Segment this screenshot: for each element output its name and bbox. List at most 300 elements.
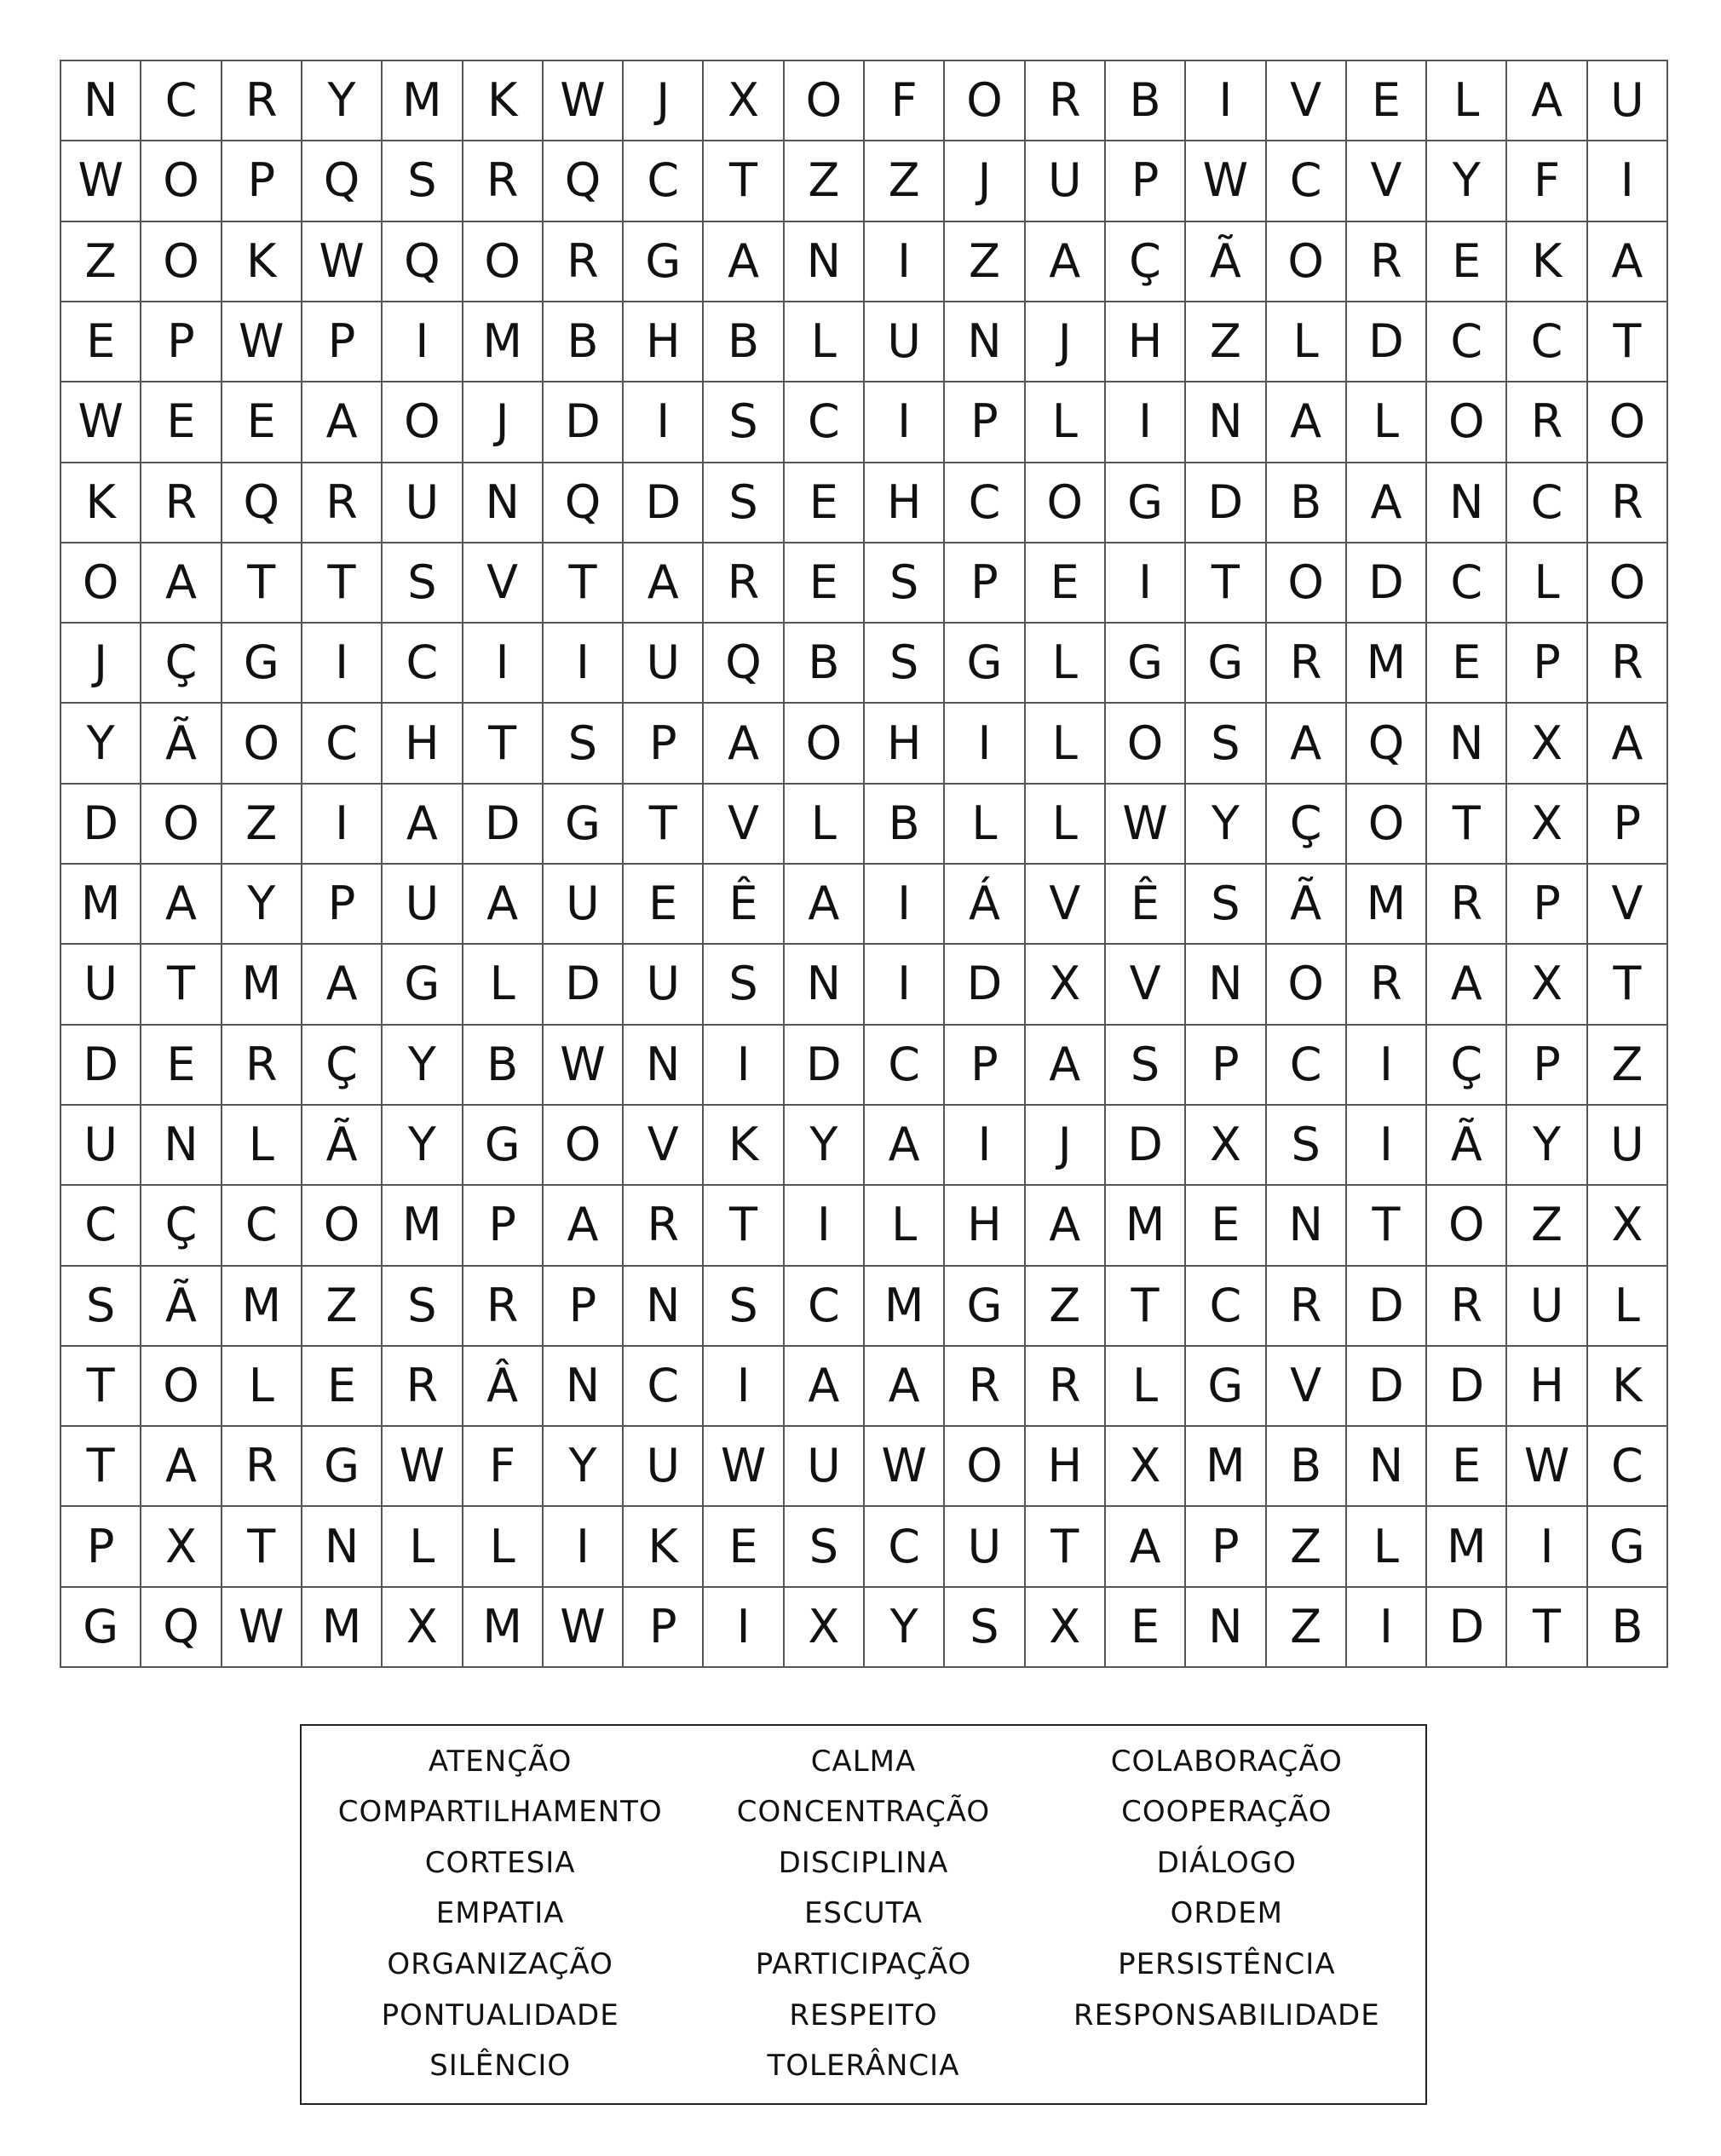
grid-cell[interactable]: L [383,1507,463,1587]
grid-cell[interactable]: C [624,141,704,221]
grid-cell[interactable]: L [463,1507,544,1587]
grid-cell[interactable]: M [463,302,544,382]
grid-cell[interactable]: X [141,1507,222,1587]
grid-cell[interactable]: Ç [1427,1026,1507,1106]
grid-cell[interactable]: A [1267,704,1347,784]
grid-cell[interactable]: D [61,785,141,865]
grid-cell[interactable]: N [302,1507,383,1587]
grid-cell[interactable]: C [1427,302,1507,382]
grid-cell[interactable]: K [624,1507,704,1587]
grid-cell[interactable]: Z [1026,1267,1106,1347]
grid-cell[interactable]: P [1588,785,1668,865]
grid-cell[interactable]: R [1427,1267,1507,1347]
grid-cell[interactable]: J [1026,1106,1106,1186]
grid-cell[interactable]: A [1026,1026,1106,1106]
grid-cell[interactable]: L [1588,1267,1668,1347]
grid-cell[interactable]: M [1186,1427,1266,1507]
grid-cell[interactable]: J [61,624,141,704]
grid-cell[interactable]: K [704,1106,784,1186]
grid-cell[interactable]: F [865,61,945,141]
grid-cell[interactable]: I [1186,61,1266,141]
grid-cell[interactable]: E [1427,1427,1507,1507]
grid-cell[interactable]: X [785,1588,865,1668]
grid-cell[interactable]: N [785,945,865,1025]
grid-cell[interactable]: L [785,302,865,382]
grid-cell[interactable]: C [383,624,463,704]
grid-cell[interactable]: D [544,382,624,463]
grid-cell[interactable]: A [383,785,463,865]
grid-cell[interactable]: C [61,1186,141,1266]
grid-cell[interactable]: V [624,1106,704,1186]
grid-cell[interactable]: O [785,704,865,784]
grid-cell[interactable]: U [1026,141,1106,221]
grid-cell[interactable]: P [945,1026,1025,1106]
grid-cell[interactable]: Ç [141,1186,222,1266]
grid-cell[interactable]: P [463,1186,544,1266]
grid-cell[interactable]: Y [61,704,141,784]
grid-cell[interactable]: Y [302,61,383,141]
grid-cell[interactable]: T [61,1347,141,1427]
grid-cell[interactable]: C [865,1026,945,1106]
grid-cell[interactable]: S [1106,1026,1186,1106]
grid-cell[interactable]: A [302,382,383,463]
grid-cell[interactable]: R [1427,865,1507,945]
grid-cell[interactable]: U [61,1106,141,1186]
grid-cell[interactable]: D [1427,1347,1507,1427]
grid-cell[interactable]: R [1026,1347,1106,1427]
grid-cell[interactable]: P [1106,141,1186,221]
grid-cell[interactable]: S [544,704,624,784]
grid-cell[interactable]: D [463,785,544,865]
grid-cell[interactable]: L [1106,1347,1186,1427]
grid-cell[interactable]: Ã [302,1106,383,1186]
grid-cell[interactable]: Q [544,463,624,543]
grid-cell[interactable]: O [1106,704,1186,784]
grid-cell[interactable]: A [141,543,222,624]
grid-cell[interactable]: V [1267,1347,1347,1427]
grid-cell[interactable]: I [945,704,1025,784]
grid-cell[interactable]: R [141,463,222,543]
grid-cell[interactable]: I [865,222,945,302]
grid-cell[interactable]: Ã [1427,1106,1507,1186]
grid-cell[interactable]: Z [865,141,945,221]
grid-cell[interactable]: R [463,1267,544,1347]
grid-cell[interactable]: H [1026,1427,1106,1507]
grid-cell[interactable]: O [141,1347,222,1427]
grid-cell[interactable]: C [624,1347,704,1427]
grid-cell[interactable]: U [383,463,463,543]
grid-cell[interactable]: U [624,945,704,1025]
grid-cell[interactable]: O [1026,463,1106,543]
grid-cell[interactable]: A [1427,945,1507,1025]
grid-cell[interactable]: P [1507,865,1587,945]
grid-cell[interactable]: B [1106,61,1186,141]
grid-cell[interactable]: N [61,61,141,141]
grid-cell[interactable]: W [544,1588,624,1668]
grid-cell[interactable]: W [302,222,383,302]
grid-cell[interactable]: T [704,1186,784,1266]
grid-cell[interactable]: Z [1267,1588,1347,1668]
grid-cell[interactable]: O [141,141,222,221]
grid-cell[interactable]: U [1507,1267,1587,1347]
grid-cell[interactable]: C [1267,1026,1347,1106]
grid-cell[interactable]: Y [1427,141,1507,221]
grid-cell[interactable]: B [704,302,784,382]
grid-cell[interactable]: R [704,543,784,624]
grid-cell[interactable]: S [383,1267,463,1347]
grid-cell[interactable]: F [1507,141,1587,221]
grid-cell[interactable]: P [945,382,1025,463]
grid-cell[interactable]: B [1267,463,1347,543]
grid-cell[interactable]: V [1106,945,1186,1025]
grid-cell[interactable]: M [61,865,141,945]
grid-cell[interactable]: N [945,302,1025,382]
grid-cell[interactable]: T [1588,945,1668,1025]
grid-cell[interactable]: A [1588,222,1668,302]
grid-cell[interactable]: U [383,865,463,945]
grid-cell[interactable]: V [1347,141,1427,221]
grid-cell[interactable]: O [61,543,141,624]
grid-cell[interactable]: I [1347,1588,1427,1668]
grid-cell[interactable]: R [544,222,624,302]
grid-cell[interactable]: S [383,543,463,624]
grid-cell[interactable]: S [1267,1106,1347,1186]
grid-cell[interactable]: M [222,945,302,1025]
grid-cell[interactable]: E [1427,624,1507,704]
grid-cell[interactable]: M [302,1588,383,1668]
grid-cell[interactable]: E [785,543,865,624]
grid-cell[interactable]: N [1186,1588,1266,1668]
grid-cell[interactable]: M [383,1186,463,1266]
grid-cell[interactable]: P [945,543,1025,624]
grid-cell[interactable]: I [544,624,624,704]
grid-cell[interactable]: Â [463,1347,544,1427]
grid-cell[interactable]: R [302,463,383,543]
grid-cell[interactable]: T [1186,543,1266,624]
grid-cell[interactable]: G [222,624,302,704]
grid-cell[interactable]: A [785,1347,865,1427]
grid-cell[interactable]: E [624,865,704,945]
grid-cell[interactable]: E [1106,1588,1186,1668]
grid-cell[interactable]: A [302,945,383,1025]
grid-cell[interactable]: I [1106,543,1186,624]
grid-cell[interactable]: Q [544,141,624,221]
grid-cell[interactable]: W [1186,141,1266,221]
grid-cell[interactable]: T [624,785,704,865]
grid-cell[interactable]: Y [383,1106,463,1186]
grid-cell[interactable]: G [383,945,463,1025]
grid-cell[interactable]: P [1186,1507,1266,1587]
grid-cell[interactable]: S [704,1267,784,1347]
grid-cell[interactable]: Á [945,865,1025,945]
grid-cell[interactable]: E [1186,1186,1266,1266]
grid-cell[interactable]: Y [785,1106,865,1186]
grid-cell[interactable]: S [1186,704,1266,784]
grid-cell[interactable]: O [1427,382,1507,463]
grid-cell[interactable]: R [1267,1267,1347,1347]
grid-cell[interactable]: C [865,1507,945,1587]
grid-cell[interactable]: Y [222,865,302,945]
grid-cell[interactable]: Z [1186,302,1266,382]
grid-cell[interactable]: O [1267,543,1347,624]
grid-cell[interactable]: N [624,1267,704,1347]
grid-cell[interactable]: G [624,222,704,302]
grid-cell[interactable]: W [544,1026,624,1106]
grid-cell[interactable]: U [945,1507,1025,1587]
grid-cell[interactable]: G [1106,624,1186,704]
grid-cell[interactable]: L [463,945,544,1025]
grid-cell[interactable]: I [865,865,945,945]
grid-cell[interactable]: R [624,1186,704,1266]
grid-cell[interactable]: J [624,61,704,141]
grid-cell[interactable]: Y [865,1588,945,1668]
grid-cell[interactable]: O [785,61,865,141]
grid-cell[interactable]: W [222,302,302,382]
grid-cell[interactable]: L [222,1106,302,1186]
grid-cell[interactable]: I [1507,1507,1587,1587]
grid-cell[interactable]: U [865,302,945,382]
grid-cell[interactable]: T [704,141,784,221]
grid-cell[interactable]: L [1347,1507,1427,1587]
grid-cell[interactable]: Q [383,222,463,302]
grid-cell[interactable]: Z [785,141,865,221]
grid-cell[interactable]: R [383,1347,463,1427]
grid-cell[interactable]: K [1588,1347,1668,1427]
grid-cell[interactable]: O [141,222,222,302]
grid-cell[interactable]: K [463,61,544,141]
grid-cell[interactable]: V [463,543,544,624]
grid-cell[interactable]: Ê [704,865,784,945]
grid-cell[interactable]: C [785,382,865,463]
grid-cell[interactable]: L [945,785,1025,865]
grid-cell[interactable]: N [1267,1186,1347,1266]
grid-cell[interactable]: A [704,704,784,784]
grid-cell[interactable]: L [1026,704,1106,784]
grid-cell[interactable]: N [1186,945,1266,1025]
grid-cell[interactable]: U [61,945,141,1025]
grid-cell[interactable]: E [704,1507,784,1587]
grid-cell[interactable]: U [544,865,624,945]
grid-cell[interactable]: G [1186,1347,1266,1427]
grid-cell[interactable]: C [1427,543,1507,624]
grid-cell[interactable]: K [1507,222,1587,302]
grid-cell[interactable]: K [222,222,302,302]
grid-cell[interactable]: G [945,624,1025,704]
grid-cell[interactable]: S [704,463,784,543]
grid-cell[interactable]: U [785,1427,865,1507]
grid-cell[interactable]: A [1347,463,1427,543]
grid-cell[interactable]: A [1026,1186,1106,1266]
grid-cell[interactable]: C [1588,1427,1668,1507]
grid-cell[interactable]: O [1347,785,1427,865]
grid-cell[interactable]: I [544,1507,624,1587]
grid-cell[interactable]: T [1427,785,1507,865]
grid-cell[interactable]: D [1347,543,1427,624]
grid-cell[interactable]: G [945,1267,1025,1347]
grid-cell[interactable]: H [865,463,945,543]
grid-cell[interactable]: H [383,704,463,784]
grid-cell[interactable]: F [463,1427,544,1507]
grid-cell[interactable]: I [1106,382,1186,463]
grid-cell[interactable]: P [302,865,383,945]
grid-cell[interactable]: S [945,1588,1025,1668]
grid-cell[interactable]: A [1507,61,1587,141]
grid-cell[interactable]: P [302,302,383,382]
grid-cell[interactable]: U [1588,61,1668,141]
grid-cell[interactable]: A [865,1106,945,1186]
grid-cell[interactable]: G [1186,624,1266,704]
grid-cell[interactable]: N [624,1026,704,1106]
grid-cell[interactable]: O [544,1106,624,1186]
grid-cell[interactable]: R [222,61,302,141]
grid-cell[interactable]: D [1347,1267,1427,1347]
grid-cell[interactable]: E [785,463,865,543]
grid-cell[interactable]: Z [222,785,302,865]
grid-cell[interactable]: G [463,1106,544,1186]
grid-cell[interactable]: M [1106,1186,1186,1266]
grid-cell[interactable]: A [865,1347,945,1427]
grid-cell[interactable]: M [383,61,463,141]
grid-cell[interactable]: I [785,1186,865,1266]
grid-cell[interactable]: W [1507,1427,1587,1507]
grid-cell[interactable]: L [1347,382,1427,463]
grid-cell[interactable]: L [222,1347,302,1427]
grid-cell[interactable]: V [1267,61,1347,141]
grid-cell[interactable]: C [785,1267,865,1347]
grid-cell[interactable]: P [544,1267,624,1347]
grid-cell[interactable]: A [1267,382,1347,463]
grid-cell[interactable]: I [1347,1106,1427,1186]
grid-cell[interactable]: G [1106,463,1186,543]
grid-cell[interactable]: T [544,543,624,624]
grid-cell[interactable]: Y [544,1427,624,1507]
grid-cell[interactable]: Q [141,1588,222,1668]
grid-cell[interactable]: E [141,382,222,463]
grid-cell[interactable]: E [302,1347,383,1427]
grid-cell[interactable]: A [704,222,784,302]
grid-cell[interactable]: S [865,624,945,704]
grid-cell[interactable]: O [945,61,1025,141]
grid-cell[interactable]: Ç [1106,222,1186,302]
grid-cell[interactable]: Ê [1106,865,1186,945]
grid-cell[interactable]: Y [1507,1106,1587,1186]
grid-cell[interactable]: V [1588,865,1668,945]
grid-cell[interactable]: I [865,945,945,1025]
grid-cell[interactable]: X [1026,945,1106,1025]
grid-cell[interactable]: M [463,1588,544,1668]
grid-cell[interactable]: B [865,785,945,865]
grid-cell[interactable]: P [222,141,302,221]
grid-cell[interactable]: T [1347,1186,1427,1266]
grid-cell[interactable]: S [704,382,784,463]
grid-cell[interactable]: G [302,1427,383,1507]
grid-cell[interactable]: O [141,785,222,865]
grid-cell[interactable]: R [222,1026,302,1106]
grid-cell[interactable]: X [1186,1106,1266,1186]
grid-cell[interactable]: Ã [141,704,222,784]
grid-cell[interactable]: X [1588,1186,1668,1266]
grid-cell[interactable]: Z [1588,1026,1668,1106]
grid-cell[interactable]: Ç [302,1026,383,1106]
grid-cell[interactable]: A [141,865,222,945]
grid-cell[interactable]: L [1026,382,1106,463]
grid-cell[interactable]: J [463,382,544,463]
grid-cell[interactable]: T [222,543,302,624]
grid-cell[interactable]: A [141,1427,222,1507]
grid-cell[interactable]: I [704,1347,784,1427]
grid-cell[interactable]: W [61,382,141,463]
grid-cell[interactable]: Q [704,624,784,704]
grid-cell[interactable]: Q [222,463,302,543]
grid-cell[interactable]: Z [945,222,1025,302]
grid-cell[interactable]: H [945,1186,1025,1266]
grid-cell[interactable]: A [1106,1507,1186,1587]
grid-cell[interactable]: L [1507,543,1587,624]
grid-cell[interactable]: W [1106,785,1186,865]
grid-cell[interactable]: Q [1347,704,1427,784]
grid-cell[interactable]: I [302,624,383,704]
grid-cell[interactable]: V [1026,865,1106,945]
grid-cell[interactable]: W [222,1588,302,1668]
grid-cell[interactable]: G [544,785,624,865]
grid-cell[interactable]: E [1026,543,1106,624]
grid-cell[interactable]: O [222,704,302,784]
grid-cell[interactable]: S [61,1267,141,1347]
grid-cell[interactable]: B [785,624,865,704]
grid-cell[interactable]: T [302,543,383,624]
grid-cell[interactable]: U [1588,1106,1668,1186]
grid-cell[interactable]: I [1588,141,1668,221]
grid-cell[interactable]: S [1186,865,1266,945]
grid-cell[interactable]: M [1427,1507,1507,1587]
grid-cell[interactable]: D [61,1026,141,1106]
grid-cell[interactable]: C [1267,141,1347,221]
grid-cell[interactable]: Z [1267,1507,1347,1587]
grid-cell[interactable]: E [222,382,302,463]
grid-cell[interactable]: M [865,1267,945,1347]
grid-cell[interactable]: Y [383,1026,463,1106]
grid-cell[interactable]: S [383,141,463,221]
grid-cell[interactable]: E [61,302,141,382]
grid-cell[interactable]: C [302,704,383,784]
grid-cell[interactable]: B [544,302,624,382]
grid-cell[interactable]: I [463,624,544,704]
grid-cell[interactable]: E [1427,222,1507,302]
grid-cell[interactable]: I [704,1588,784,1668]
grid-cell[interactable]: W [865,1427,945,1507]
grid-cell[interactable]: T [222,1507,302,1587]
grid-cell[interactable]: C [1507,463,1587,543]
grid-cell[interactable]: J [1026,302,1106,382]
grid-cell[interactable]: D [1347,1347,1427,1427]
grid-cell[interactable]: X [1507,785,1587,865]
grid-cell[interactable]: D [945,945,1025,1025]
grid-cell[interactable]: C [1186,1267,1266,1347]
grid-cell[interactable]: L [865,1186,945,1266]
grid-cell[interactable]: A [785,865,865,945]
grid-cell[interactable]: N [544,1347,624,1427]
grid-cell[interactable]: L [785,785,865,865]
grid-cell[interactable]: I [945,1106,1025,1186]
grid-cell[interactable]: R [1267,624,1347,704]
grid-cell[interactable]: P [1186,1026,1266,1106]
grid-cell[interactable]: A [1026,222,1106,302]
grid-cell[interactable]: C [222,1186,302,1266]
grid-cell[interactable]: I [383,302,463,382]
grid-cell[interactable]: R [463,141,544,221]
grid-cell[interactable]: O [1588,382,1668,463]
grid-cell[interactable]: H [1106,302,1186,382]
